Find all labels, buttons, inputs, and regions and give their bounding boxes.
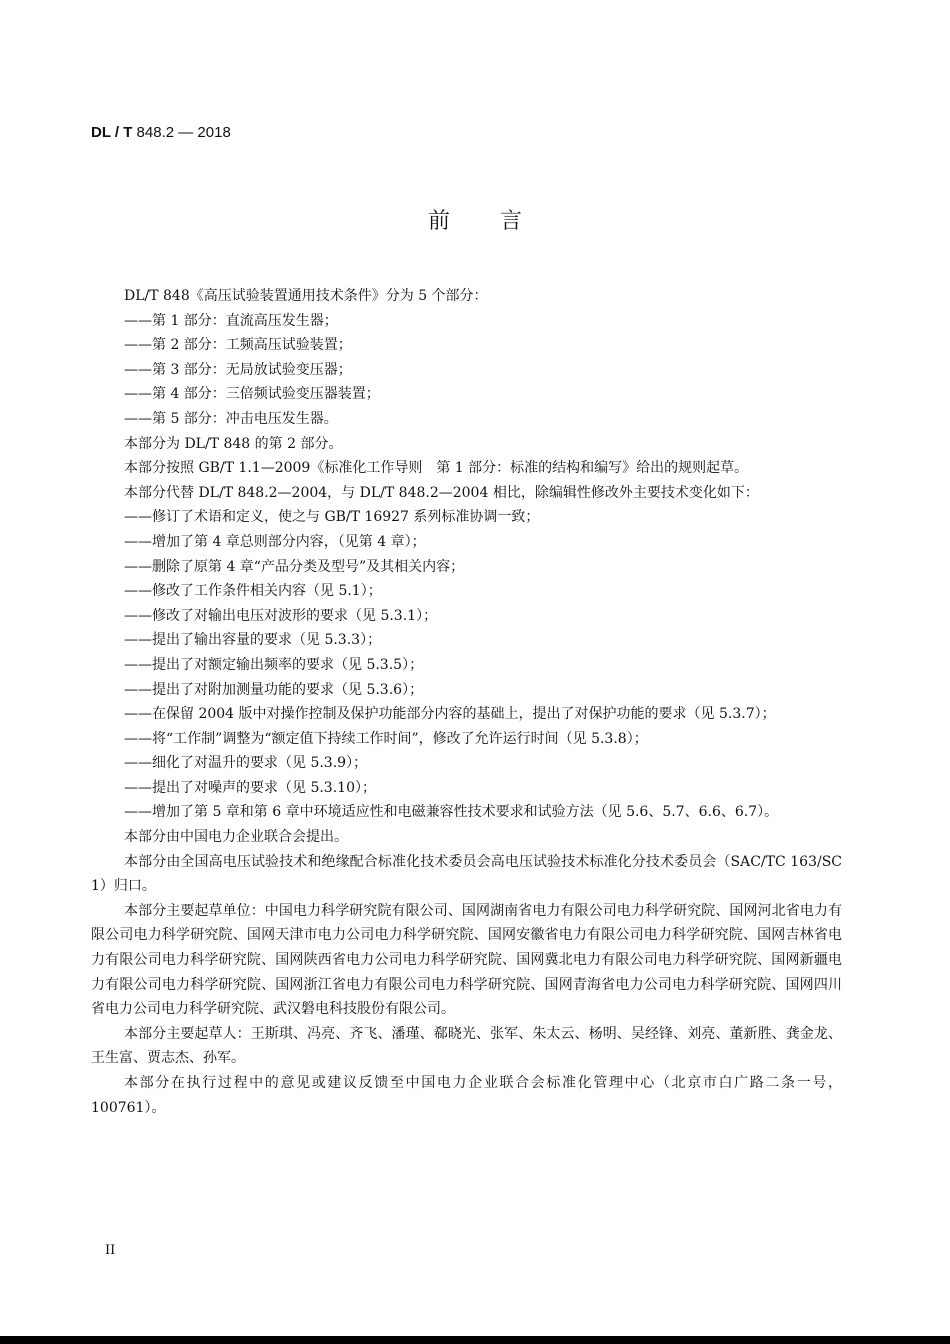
paragraph: 本部分为 DL/T 848 的第 2 部分。	[124, 435, 343, 452]
list-item: ——修改了对输出电压对波形的要求（见 5.3.1）；	[124, 607, 438, 624]
paragraph: 本部分在执行过程中的意见或建议反馈至中国电力企业联合会标准化管理中心（北京市白广路二条一号，100761）。	[91, 1075, 842, 1116]
document-code-number: 848.2 — 2018	[132, 124, 231, 141]
document-code	[91, 124, 231, 141]
list-item: ——第 5 部分：冲击电压发生器。	[124, 410, 338, 427]
list-item: ——提出了对噪声的要求（见 5.3.10）；	[124, 779, 376, 796]
list-item: ——提出了输出容量的要求（见 5.3.3）；	[124, 632, 382, 649]
foreword-body	[91, 284, 842, 1120]
paragraph: 本部分主要起草人：王斯琪、冯亮、齐飞、潘瑾、郗晓光、张军、朱太云、杨明、吴经锋、刘亮、董新胜、龚金龙、王生富、贾志杰、孙军。	[91, 1025, 842, 1067]
list-item: ——第 3 部分：无局放试验变压器；	[124, 361, 352, 378]
list-item: ——提出了对额定输出频率的要求（见 5.3.5）；	[124, 656, 424, 673]
list-item: ——提出了对附加测量功能的要求（见 5.3.6）；	[124, 681, 424, 698]
paragraph: 本部分由全国高电压试验技术和绝缘配合标准化技术委员会高电压试验技术标准化分技术委员会（SAC/TC 163/SC 1）归口。	[91, 853, 842, 895]
list-item: ——增加了第 4 章总则部分内容，（见第 4 章）；	[124, 533, 426, 550]
paragraph: DL/T 848《高压试验装置通用技术条件》分为 5 个部分：	[124, 288, 488, 304]
list-item: ——将“工作制”调整为“额定值下持续工作时间”，修改了允许运行时间（见 5.3.8）；	[124, 730, 648, 747]
list-item: ——在保留 2004 版中对操作控制及保护功能部分内容的基础上，提出了对保护功能的要求（见 5.3.7）；	[124, 706, 776, 723]
paragraph: 本部分主要起草单位：中国电力科学研究院有限公司、国网湖南省电力有限公司电力科学研究院、国网河北省电力有限公司电力科学研究院、国网天津市电力公司电力科学研究院、国网安徽省电力有限公司电力科学研究院、国网吉林省电力有限公司电力科学研究院、国网陕西省电力公司电力科学研究院、国网冀北电力有限公司电力科学研究院、国网新疆电力有限公司电力科学研究院、国网浙江省电力有限公司电力科学研究院、国网青海省电力公司电力科学研究院、国网四川省电力公司电力科学研究院、武汉磐电科技股份有限公司。	[91, 902, 842, 1018]
document-code-prefix: DL / T	[91, 124, 133, 141]
list-item: ——细化了对温升的要求（见 5.3.9）；	[124, 755, 368, 772]
list-item: ——第 2 部分：工频高压试验装置；	[124, 337, 352, 354]
bottom-rule	[0, 1336, 950, 1344]
list-item: ——第 4 部分：三倍频试验变压器装置；	[124, 386, 380, 403]
page-title: 前言	[427, 209, 572, 234]
list-item: ——增加了第 5 章和第 6 章中环境适应性和电磁兼容性技术要求和试验方法（见 5.6、5.7、6.6、6.7）。	[124, 804, 779, 821]
list-item: ——第 1 部分：直流高压发生器；	[124, 312, 338, 329]
paragraph: 本部分代替 DL/T 848.2—2004，与 DL/T 848.2—2004 相比，除编辑性修改外主要技术变化如下：	[124, 484, 759, 501]
list-item: ——修订了术语和定义，使之与 GB/T 16927 系列标准协调一致；	[124, 509, 540, 526]
paragraph: 本部分由中国电力企业联合会提出。	[124, 829, 348, 846]
page-number: II	[105, 1243, 116, 1258]
list-item: ——修改了工作条件相关内容（见 5.1）；	[124, 583, 382, 600]
paragraph: 本部分按照 GB/T 1.1—2009《标准化工作导则 第 1 部分：标准的结构和编写》给出的规则起草。	[124, 460, 749, 477]
list-item: ——删除了原第 4 章“产品分类及型号”及其相关内容；	[124, 558, 465, 575]
